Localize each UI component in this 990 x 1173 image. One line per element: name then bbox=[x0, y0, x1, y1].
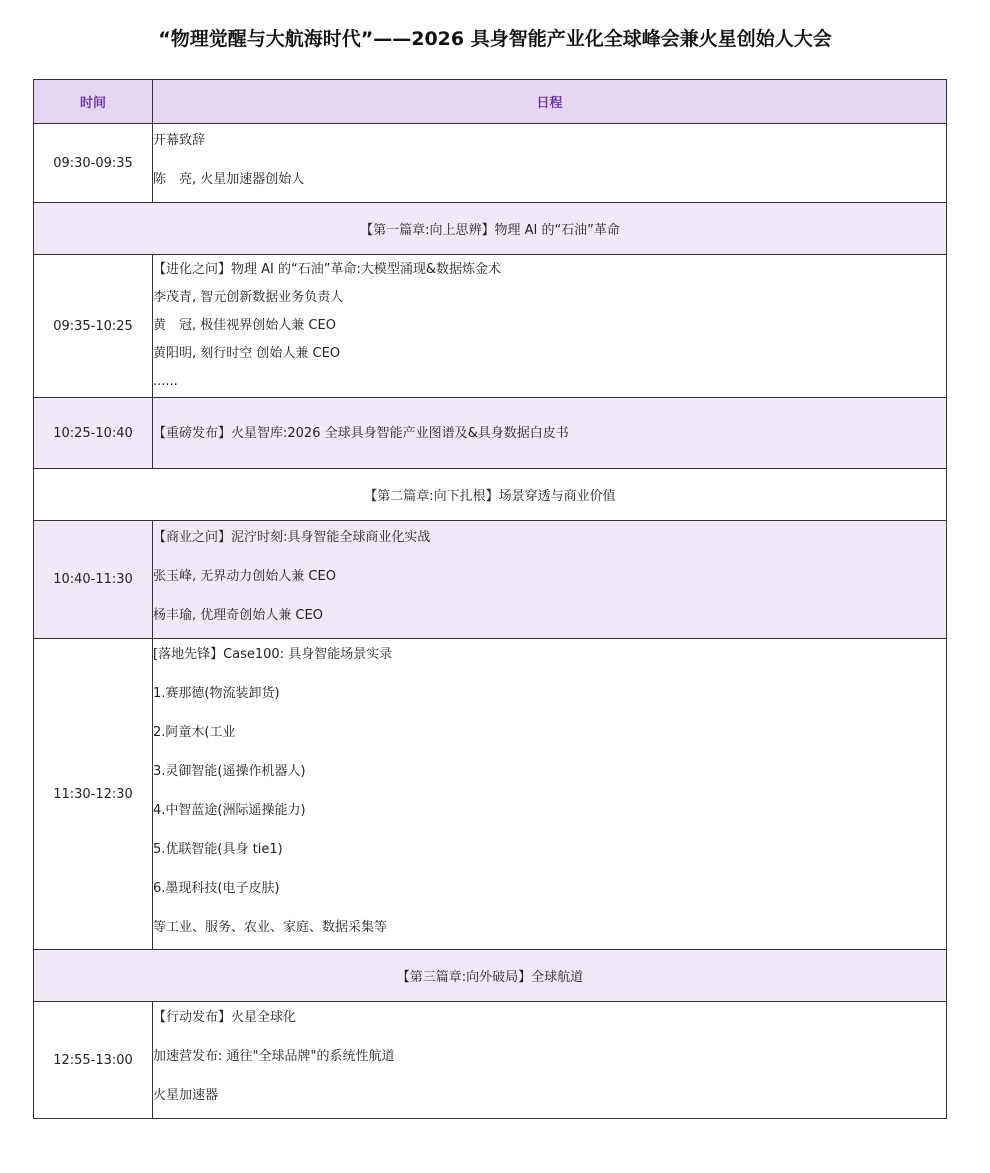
agenda-line: 火星加速器 bbox=[153, 1088, 219, 1103]
schedule-table bbox=[33, 79, 947, 1119]
time-cell: 11:30-12:30 bbox=[34, 639, 153, 950]
time-cell: 12:55-13:00 bbox=[34, 1002, 153, 1119]
section-row bbox=[34, 469, 947, 521]
table-row bbox=[34, 639, 947, 950]
time-cell: 09:35-10:25 bbox=[34, 255, 153, 398]
section-title: 【第三篇章:向外破局】全球航道 bbox=[34, 950, 947, 1002]
section-row bbox=[34, 950, 947, 1002]
header-agenda: 日程 bbox=[153, 80, 947, 124]
table-header-row bbox=[34, 80, 947, 124]
agenda-line: 【进化之问】物理 AI 的“石油”革命:大模型涌现&数据炼金术 bbox=[153, 262, 501, 277]
agenda-line: 李茂青, 智元创新数据业务负责人 bbox=[153, 290, 344, 305]
table-row bbox=[34, 124, 947, 203]
table-row bbox=[34, 521, 947, 639]
agenda-line: 2.阿童木(工业 bbox=[153, 724, 236, 740]
agenda-line: 加速营发布: 通往"全球品牌"的系统性航道 bbox=[153, 1049, 395, 1064]
agenda-cell bbox=[153, 398, 947, 469]
table-row bbox=[34, 398, 947, 469]
section-title: 【第二篇章:向下扎根】场景穿透与商业价值 bbox=[34, 469, 947, 521]
agenda-line: 等工业、服务、农业、家庭、数据采集等 bbox=[153, 919, 388, 935]
agenda-line: 4.中智蓝途(洲际遥操能力) bbox=[153, 802, 306, 818]
table-row bbox=[34, 255, 947, 398]
agenda-line: 【重磅发布】火星智库:2026 全球具身智能产业图谱及&具身数据白皮书 bbox=[153, 425, 569, 441]
header-time: 时间 bbox=[34, 80, 153, 124]
time-cell: 10:25-10:40 bbox=[34, 398, 153, 469]
document-title: “物理觉醒与大航海时代”——2026 具身智能产业化全球峰会兼火星创始人大会 bbox=[158, 28, 832, 50]
agenda-line: 3.灵御智能(遥操作机器人) bbox=[153, 763, 306, 779]
time-cell: 10:40-11:30 bbox=[34, 521, 153, 639]
agenda-line: 5.优联智能(具身 tie1) bbox=[153, 841, 283, 857]
agenda-line: 【行动发布】火星全球化 bbox=[153, 1010, 297, 1025]
agenda-cell bbox=[153, 639, 947, 950]
agenda-line: 张玉峰, 无界动力创始人兼 CEO bbox=[153, 568, 336, 584]
agenda-cell bbox=[153, 1002, 947, 1119]
agenda-line: 【商业之问】泥泞时刻:具身智能全球商业化实战 bbox=[153, 529, 431, 545]
agenda-line: 黄 冠, 极佳视界创始人兼 CEO bbox=[153, 318, 336, 333]
agenda-line: 陈 亮, 火星加速器创始人 bbox=[153, 171, 305, 187]
table-row bbox=[34, 1002, 947, 1119]
agenda-cell bbox=[153, 255, 947, 398]
agenda-line: ...... bbox=[153, 374, 178, 389]
agenda-cell bbox=[153, 521, 947, 639]
agenda-line: [落地先锋】Case100: 具身智能场景实录 bbox=[153, 646, 393, 662]
agenda-cell bbox=[153, 124, 947, 203]
section-row bbox=[34, 203, 947, 255]
time-cell: 09:30-09:35 bbox=[34, 124, 153, 203]
agenda-line: 6.墨现科技(电子皮肤) bbox=[153, 880, 280, 896]
section-title: 【第一篇章:向上思辨】物理 AI 的“石油”革命 bbox=[34, 203, 947, 255]
agenda-line: 1.赛那德(物流装卸货) bbox=[153, 685, 280, 701]
agenda-line: 黄阳明, 刻行时空 创始人兼 CEO bbox=[153, 346, 341, 361]
agenda-line: 杨丰瑜, 优理奇创始人兼 CEO bbox=[153, 607, 323, 623]
agenda-line: 开幕致辞 bbox=[153, 132, 206, 148]
